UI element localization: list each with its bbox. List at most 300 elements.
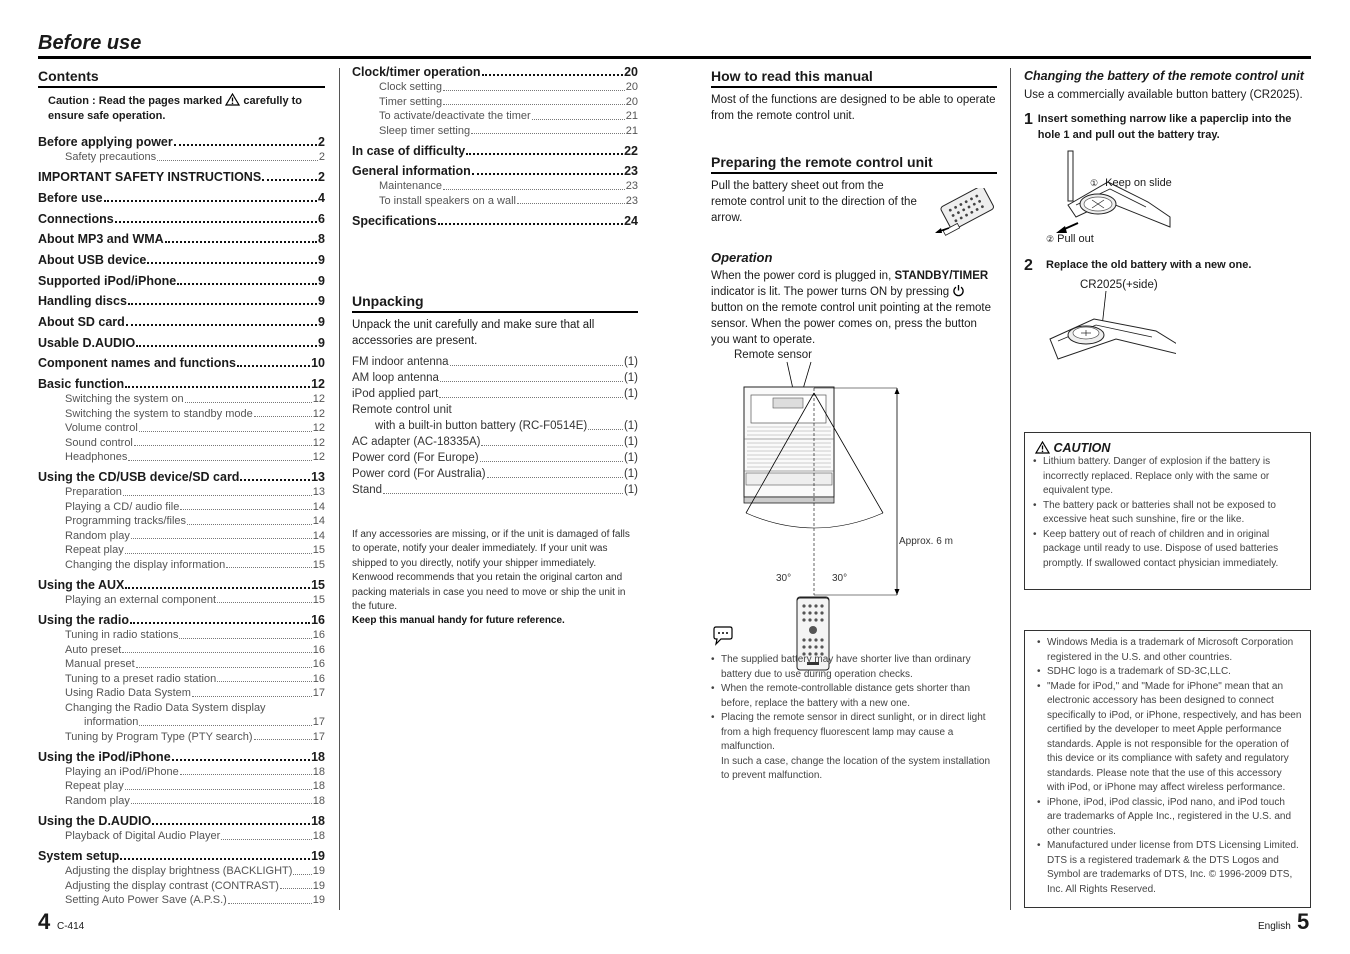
- toc-entry-leader: [115, 211, 317, 223]
- toc-list-2: [352, 64, 638, 229]
- battery-intro: Use a commercially available button battery (CR2025).: [1024, 89, 1303, 101]
- toc-subentry-page: 23: [625, 194, 638, 207]
- toc-subentry-title: Playing an iPod/iPhone: [65, 765, 179, 778]
- accessory-item: [352, 434, 638, 450]
- toc-subentry-title: Playing an external component: [65, 593, 217, 606]
- toc-entry-title: Basic function: [38, 377, 125, 392]
- toc-entry-title: Handling discs: [38, 294, 127, 309]
- toc-entry-page: 9: [318, 252, 325, 267]
- toc-subentry-leader: [187, 514, 312, 525]
- trademark-item: • Windows Media is a trademark of Microsoft Corporation registered in the U.S. and other countries.: [1037, 636, 1302, 665]
- toc-entry: [38, 190, 325, 206]
- step-2-text: Replace the old battery with a new one.: [1046, 259, 1252, 271]
- remote-sensor-label: Remote sensor: [734, 349, 812, 361]
- toc-subentry-title: Setting Auto Power Save (A.P.S.): [65, 894, 227, 907]
- operation-text-d: button on the remote control unit pointing at the remote sensor. When the power comes on, press the button you want to operate.: [711, 302, 992, 346]
- toc-subentry-leader: [443, 179, 625, 190]
- toc-entry: [38, 813, 325, 829]
- toc-entry-leader: [262, 169, 317, 181]
- toc-entry-title: Using the AUX: [38, 577, 125, 592]
- accessory-qty: (1): [623, 436, 638, 448]
- toc-subentry-title: Random play: [65, 794, 130, 807]
- caution-list: [1025, 455, 1310, 571]
- model-number: C-414: [57, 921, 85, 932]
- toc-entry-leader: [466, 143, 623, 155]
- caution-note-text-c: ensure safe operation.: [48, 110, 166, 122]
- toc-entry-leader: [172, 749, 310, 761]
- toc-subentry-page: 2: [318, 151, 325, 163]
- angle-right-label: 30°: [832, 573, 848, 584]
- toc-subentry: [38, 450, 325, 465]
- toc-entry-leader: [126, 314, 317, 326]
- toc-subentry-title: Repeat play: [65, 544, 124, 557]
- unpacking-section: [352, 293, 638, 629]
- toc-subentry-page: 12: [312, 451, 325, 464]
- toc-subentry-title: Tuning to a preset radio station: [65, 672, 217, 685]
- toc-subentry: [38, 514, 325, 529]
- battery-column: [1024, 68, 1312, 374]
- toc-subentry-title: Clock setting: [379, 81, 442, 93]
- power-icon: [952, 284, 965, 297]
- toc-subentry-title: Random play: [65, 529, 130, 542]
- accessory-list: [352, 354, 638, 498]
- toc-subentry-title: Repeat play: [65, 780, 124, 793]
- toc-entry: [38, 231, 325, 247]
- accessory-leader: [440, 370, 623, 382]
- toc-entry-leader: [174, 134, 317, 146]
- toc-subentry: [352, 194, 638, 209]
- how-to-read-text: Most of the functions are designed to be able to operate from the remote control unit.: [711, 94, 996, 122]
- pull-out-text: Pull out: [1057, 233, 1094, 245]
- trademark-list: [1025, 631, 1310, 897]
- toc-subentry: [38, 543, 325, 558]
- toc-subentry: [38, 643, 325, 658]
- accessory-note: If any accessories are missing, or if the unit is damaged of falls to operate, notify your dealer immediately. If your unit was shipped to you directly, notify your shipper immediately. Kenwood recommends that you retain the original carton and packing materials in case you need to move or ship the unit in the future.: [352, 529, 630, 613]
- accessory-item: [352, 482, 638, 498]
- toc-subentry-leader: [134, 436, 312, 447]
- toc-subentry-leader: [293, 864, 311, 875]
- toc-subentry-page: 12: [312, 436, 325, 449]
- accessory-qty: (1): [623, 484, 638, 496]
- accessory-qty: (1): [623, 356, 638, 368]
- toc-subentry-page: 19: [312, 865, 325, 878]
- toc-subentry-title: Headphones: [65, 451, 128, 464]
- toc-subentry-leader: [122, 643, 311, 654]
- keep-manual-note: Keep this manual handy for future reference.: [352, 615, 565, 627]
- toc-entry: [38, 293, 325, 309]
- toc-entry-title: About USB device: [38, 252, 147, 267]
- accessory-name: Stand: [352, 484, 383, 496]
- toc-subentry-page: 12: [312, 407, 325, 420]
- step-1-number: 1: [1024, 111, 1033, 128]
- toc-entry-title: Clock/timer operation: [352, 65, 481, 79]
- toc-subentry-title: Switching the system to standby mode: [65, 407, 253, 420]
- toc-entry: [38, 273, 325, 289]
- remote-note-item: • Placing the remote sensor in direct sunlight, or in direct light from a high frequency fluorescent lamp may cause a malfunction.: [711, 711, 997, 755]
- toc-entry: [38, 314, 325, 330]
- cr2025-label: CR2025(+side): [1080, 279, 1158, 291]
- toc-entry: [38, 469, 325, 485]
- accessory-item: [352, 402, 638, 418]
- toc-subentry-title: Auto preset: [65, 643, 122, 656]
- toc-subentry-leader: [443, 80, 625, 91]
- toc-subentry: [38, 864, 325, 879]
- toc-subentry-page: 16: [312, 629, 325, 642]
- toc-subentry-title: Adjusting the display contrast (CONTRAST): [65, 879, 279, 892]
- caution-note-text-b: carefully to: [243, 95, 303, 107]
- operation-text-a: When the power cord is plugged in,: [711, 270, 892, 282]
- toc-entry-title: Using the CD/USB device/SD card: [38, 470, 240, 485]
- accessory-name: AC adapter (AC-18335A): [352, 436, 481, 448]
- toc-entry: [352, 163, 638, 179]
- column-divider-right: [1010, 68, 1011, 910]
- accessory-item: [352, 466, 638, 482]
- toc-entry-page: 23: [624, 164, 638, 179]
- operation-heading: Operation: [711, 250, 773, 265]
- toc-entry-title: Usable D.AUDIO: [38, 335, 136, 350]
- toc-entry-page: 15: [311, 577, 325, 592]
- toc-subentry: [38, 500, 325, 515]
- toc-entry: [38, 848, 325, 864]
- caution-heading-row: [1025, 433, 1310, 455]
- toc-entry-title: General information: [352, 164, 471, 179]
- toc-subentry-title: Programming tracks/files: [65, 515, 187, 528]
- battery-step-2: [1024, 257, 1312, 275]
- toc-subentry-leader: [139, 421, 312, 432]
- accessory-qty: (1): [623, 372, 638, 384]
- toc-subentry-page: 14: [312, 529, 325, 542]
- toc-entry-leader: [125, 376, 310, 388]
- toc-subentry: [352, 109, 638, 124]
- toc-entry: [38, 355, 325, 371]
- toc-entry-leader: [125, 577, 310, 589]
- toc-entry-leader: [165, 231, 317, 243]
- accessory-leader: [487, 466, 623, 478]
- toc-entry: [352, 213, 638, 229]
- caution-note-text-a: Caution : Read the pages marked: [48, 95, 223, 107]
- remote-range-diagram: [711, 343, 997, 603]
- toc-entry: [38, 612, 325, 628]
- column-divider: [339, 68, 340, 910]
- toc-entry-title: Before use: [38, 190, 103, 205]
- toc-entry: [38, 577, 325, 593]
- toc-subentry-page: 12: [312, 393, 325, 406]
- toc-entry-leader: [128, 293, 317, 305]
- toc-subentry-leader: [179, 628, 311, 639]
- toc-entry-title: In case of difficulty: [352, 143, 466, 158]
- toc-subentry: [38, 529, 325, 544]
- toc-subentry: [38, 765, 325, 780]
- title-rule: [38, 56, 1311, 59]
- toc-entry-page: 18: [311, 814, 325, 828]
- accessory-leader: [450, 354, 623, 366]
- warning-triangle-icon: [1035, 441, 1050, 454]
- toc-subentry-page: 14: [312, 515, 325, 528]
- accessory-leader: [481, 434, 622, 446]
- toc-subentry-leader: [125, 543, 312, 554]
- toc-subentry-leader: [131, 794, 312, 805]
- trademark-item: • "Made for iPod," and "Made for iPhone" mean that an electronic accessory has been designed to connect specifically to iPod, or iPhone, respectively, and has been certified by the developer to meet Apple performance standards. Apple is not responsible for the operation of this device or its compliance with safety and regulatory standards. Please note that the use of this accessory with iPod, or iPhone may affect wireless performance.: [1037, 680, 1302, 796]
- accessory-qty: (1): [623, 468, 638, 480]
- toc-entry-page: 22: [624, 143, 638, 158]
- toc-entry-leader: [120, 848, 310, 860]
- toc-entry-title: System setup: [38, 849, 120, 864]
- toc-entry: [38, 376, 325, 392]
- toc-subentry-title: Tuning by Program Type (PTY search): [65, 730, 253, 743]
- accessory-leader: [588, 418, 623, 430]
- standby-timer-label: STANDBY/TIMER: [894, 270, 989, 282]
- toc-entry-page: 2: [318, 170, 325, 185]
- accessory-leader: [439, 386, 623, 398]
- battery-heading: Changing the battery of the remote control unit: [1024, 69, 1304, 83]
- circle-2-marker: ②: [1046, 234, 1055, 244]
- distance-label: Approx. 6 m: [899, 536, 953, 547]
- toc-subentry-leader: [517, 194, 625, 205]
- caution-box: [1024, 432, 1311, 590]
- toc-subentry-page: 21: [625, 110, 638, 122]
- toc-subentry: [38, 829, 325, 844]
- toc-subentry-page: 16: [312, 658, 325, 671]
- left-page-number: 4: [38, 909, 51, 934]
- toc-subentry-leader: [136, 657, 312, 668]
- toc-subentry-page: 15: [312, 593, 325, 606]
- toc-subentry-leader: [532, 109, 625, 120]
- toc-entry-page: 8: [318, 232, 325, 247]
- toc-entry-page: 9: [318, 335, 325, 350]
- toc-subentry-title: To activate/deactivate the timer: [379, 110, 531, 122]
- toc-subentry-title: Maintenance: [379, 180, 442, 193]
- battery-replace-illustration: [1046, 289, 1176, 369]
- accessory-name: AM loop antenna: [352, 372, 439, 384]
- toc-entry-title: Before applying power: [38, 135, 173, 149]
- contents-column-2: [352, 65, 638, 627]
- toc-entry-leader: [237, 355, 310, 367]
- toc-entry-page: 4: [318, 190, 325, 205]
- battery-step-1: [1024, 111, 1312, 143]
- toc-subentry-leader: [471, 124, 625, 135]
- accessory-leader: [383, 482, 623, 494]
- remote-note-item: • When the remote-controllable distance gets shorter than before, replace the battery with a new one.: [711, 682, 997, 711]
- accessory-item: [352, 450, 638, 466]
- toc-subentry-page: 16: [312, 672, 325, 685]
- toc-subentry-leader: [157, 150, 318, 161]
- trademark-box: [1024, 630, 1311, 908]
- toc-subentry-leader: [280, 879, 312, 890]
- toc-subentry-leader: [180, 765, 312, 776]
- toc-entry-leader: [104, 190, 317, 202]
- toc-subentry-page: 17: [312, 730, 325, 743]
- toc-entry: [38, 211, 325, 227]
- toc-entry-page: 2: [318, 135, 325, 149]
- toc-entry-page: 6: [318, 211, 325, 226]
- toc-subentry-leader: [131, 529, 312, 540]
- toc-subentry-leader: [254, 407, 312, 418]
- toc-subentry-title: Preparation: [65, 486, 122, 499]
- toc-entry: [352, 64, 638, 80]
- toc-entry: [38, 169, 325, 185]
- toc-subentry-page: 14: [312, 500, 325, 513]
- toc-subentry-leader: [226, 558, 312, 569]
- toc-entry-leader: [147, 252, 317, 264]
- toc-subentry-leader: [139, 715, 311, 726]
- toc-subentry-page: 23: [625, 180, 638, 193]
- toc-entry: [352, 143, 638, 159]
- toc-subentry: [38, 657, 325, 672]
- toc-subentry-page: 18: [312, 794, 325, 807]
- toc-subentry-page: 20: [625, 81, 638, 93]
- toc-subentry-page: 20: [625, 95, 638, 108]
- caution-heading: CAUTION: [1053, 441, 1111, 455]
- toc-entry-page: 12: [311, 377, 325, 392]
- toc-subentry: [352, 95, 638, 110]
- operation-text: [711, 268, 997, 348]
- toc-subentry: [38, 879, 325, 894]
- remote-notes-extra: In such a case, change the location of the system installation to prevent malfunction.: [721, 755, 991, 781]
- caution-note: [38, 91, 325, 124]
- remote-notes: [711, 626, 997, 784]
- battery-tray-drawing: [1048, 147, 1188, 247]
- toc-subentry-title: Manual preset: [65, 658, 135, 671]
- accessory-name: Remote control unit: [352, 404, 452, 416]
- step-1-text: Insert something narrow like a paperclip into the hole 1 and pull out the battery tray.: [1037, 113, 1292, 141]
- toc-list-1: [38, 134, 325, 908]
- toc-entry-title: About MP3 and WMA: [38, 232, 164, 247]
- unpacking-heading: Unpacking: [352, 293, 638, 313]
- toc-subentry: [38, 421, 325, 436]
- toc-subentry-title: Using Radio Data System: [65, 687, 191, 700]
- toc-subentry: [38, 558, 325, 573]
- toc-subentry-title: Timer setting: [379, 95, 443, 108]
- toc-subentry: [38, 407, 325, 422]
- step-2-number: 2: [1024, 257, 1033, 274]
- toc-subentry-leader: [217, 672, 312, 683]
- accessory-name: Power cord (For Australia): [352, 468, 486, 480]
- toc-entry: [38, 749, 325, 765]
- toc-entry-leader: [130, 612, 310, 624]
- toc-entry-page: 24: [624, 214, 638, 229]
- toc-subentry-page: 18: [312, 830, 325, 842]
- circle-1-marker: ①: [1090, 178, 1099, 188]
- language-label: English: [1258, 921, 1291, 932]
- trademark-item: • SDHC logo is a trademark of SD-3C,LLC.: [1037, 665, 1302, 680]
- toc-subentry: [38, 392, 325, 407]
- how-to-read-heading: How to read this manual: [711, 68, 997, 88]
- toc-subentry-title: Safety precautions: [65, 151, 157, 163]
- toc-subentry: [38, 715, 325, 730]
- toc-subentry-page: 21: [625, 124, 638, 137]
- toc-entry-leader: [152, 813, 310, 825]
- accessory-leader: [480, 450, 623, 462]
- toc-entry-leader: [240, 469, 310, 481]
- toc-entry-page: 10: [311, 356, 325, 371]
- toc-subentry-page: 19: [312, 894, 325, 907]
- toc-entry: [38, 252, 325, 268]
- toc-subentry-leader: [123, 485, 312, 496]
- pull-out-label: [1046, 233, 1094, 245]
- toc-subentry-page: 18: [312, 765, 325, 778]
- trademark-item: • Manufactured under license from DTS Licensing Limited. DTS is a registered trademark & the DTS Logos and Symbol are trademarks of DTS, Inc. © 1996-2009 DTS, Inc. All Rights Reserved.: [1037, 839, 1302, 897]
- toc-entry-leader: [472, 163, 623, 175]
- accessory-name: with a built-in button battery (RC-F0514E): [375, 420, 588, 432]
- toc-subentry-page: 17: [312, 687, 325, 700]
- preparing-text: Pull the battery sheet out from the remote control unit to the direction of the arrow.: [711, 180, 917, 224]
- toc-entry-title: Component names and functions: [38, 356, 236, 371]
- operation-text-c: indicator is lit. The power turns ON by pressing: [711, 286, 950, 298]
- toc-subentry-leader: [192, 686, 312, 697]
- toc-subentry: [38, 686, 325, 701]
- toc-entry-leader: [136, 335, 317, 347]
- toc-entry-leader: [177, 273, 317, 285]
- toc-subentry: [38, 779, 325, 794]
- toc-subentry-leader: [180, 500, 311, 511]
- toc-subentry: [352, 179, 638, 194]
- toc-subentry: [352, 80, 638, 95]
- toc-entry-title: IMPORTANT SAFETY INSTRUCTIONS: [38, 170, 262, 185]
- toc-subentry-leader: [185, 392, 312, 403]
- keep-on-slide-text: Keep on slide: [1105, 177, 1172, 189]
- toc-subentry-title: Switching the system on: [65, 393, 184, 406]
- toc-subentry-title: Tuning in radio stations: [65, 629, 179, 642]
- toc-subentry-title: Sleep timer setting: [379, 124, 471, 137]
- toc-entry-title: Specifications: [352, 214, 437, 229]
- right-page-number: 5: [1297, 909, 1310, 934]
- toc-entry-title: About SD card: [38, 315, 125, 329]
- contents-heading: Contents: [38, 68, 325, 88]
- note-speech-icon: [711, 626, 735, 646]
- toc-subentry-title: Adjusting the display brightness (BACKLIGHT): [65, 865, 293, 878]
- toc-entry-page: 13: [311, 470, 325, 485]
- toc-subentry: [38, 628, 325, 643]
- toc-subentry: [38, 794, 325, 809]
- accessory-item: [352, 418, 638, 434]
- contents-column-1: [38, 68, 325, 908]
- toc-subentry-page: 12: [312, 422, 325, 435]
- toc-entry-title: Using the iPod/iPhone: [38, 749, 171, 764]
- toc-entry-page: 16: [311, 613, 325, 628]
- warning-triangle-icon: [225, 93, 240, 106]
- toc-entry: [38, 134, 325, 150]
- toc-subentry: Changing the Radio Data System display: [65, 701, 266, 714]
- preparing-heading: Preparing the remote control unit: [711, 154, 997, 174]
- toc-entry-title: Using the radio: [38, 613, 129, 628]
- toc-subentry: [38, 893, 325, 908]
- page-title: Before use: [38, 32, 142, 54]
- toc-subentry-title: Playing a CD/ audio file: [65, 500, 180, 513]
- accessory-name: iPod applied part: [352, 388, 439, 400]
- unpacking-intro: Unpack the unit carefully and make sure that all accessories are present.: [352, 319, 595, 347]
- accessory-name: FM indoor antenna: [352, 356, 449, 368]
- accessory-item: [352, 354, 638, 370]
- toc-subentry-leader: [228, 893, 312, 904]
- toc-subentry: [38, 150, 325, 165]
- toc-subentry: [38, 485, 325, 500]
- toc-entry-title: Using the D.AUDIO: [38, 814, 152, 828]
- toc-subentry-leader: [443, 95, 625, 106]
- toc-entry-page: 18: [311, 749, 325, 764]
- accessory-qty: (1): [623, 388, 638, 400]
- toc-entry: [38, 335, 325, 351]
- toc-subentry: [38, 436, 325, 451]
- toc-entry-page: 20: [624, 65, 638, 79]
- toc-subentry-page: 15: [312, 544, 325, 557]
- toc-subentry-page: 17: [312, 716, 325, 729]
- accessory-name: Power cord (For Europe): [352, 452, 479, 464]
- toc-subentry-page: 18: [312, 780, 325, 793]
- caution-item: • The battery pack or batteries shall not be exposed to excessive heat such sunshine, fire or the like.: [1033, 499, 1302, 528]
- caution-item: • Keep battery out of reach of children and in original package until ready to use. Dispose of used batteries promptly. If swallowed contact physician immediately.: [1033, 528, 1302, 572]
- toc-subentry-leader: [128, 450, 311, 461]
- caution-item: • Lithium battery. Danger of explosion if the battery is incorrectly replaced. Replace only with the same or equivalent type.: [1033, 455, 1302, 499]
